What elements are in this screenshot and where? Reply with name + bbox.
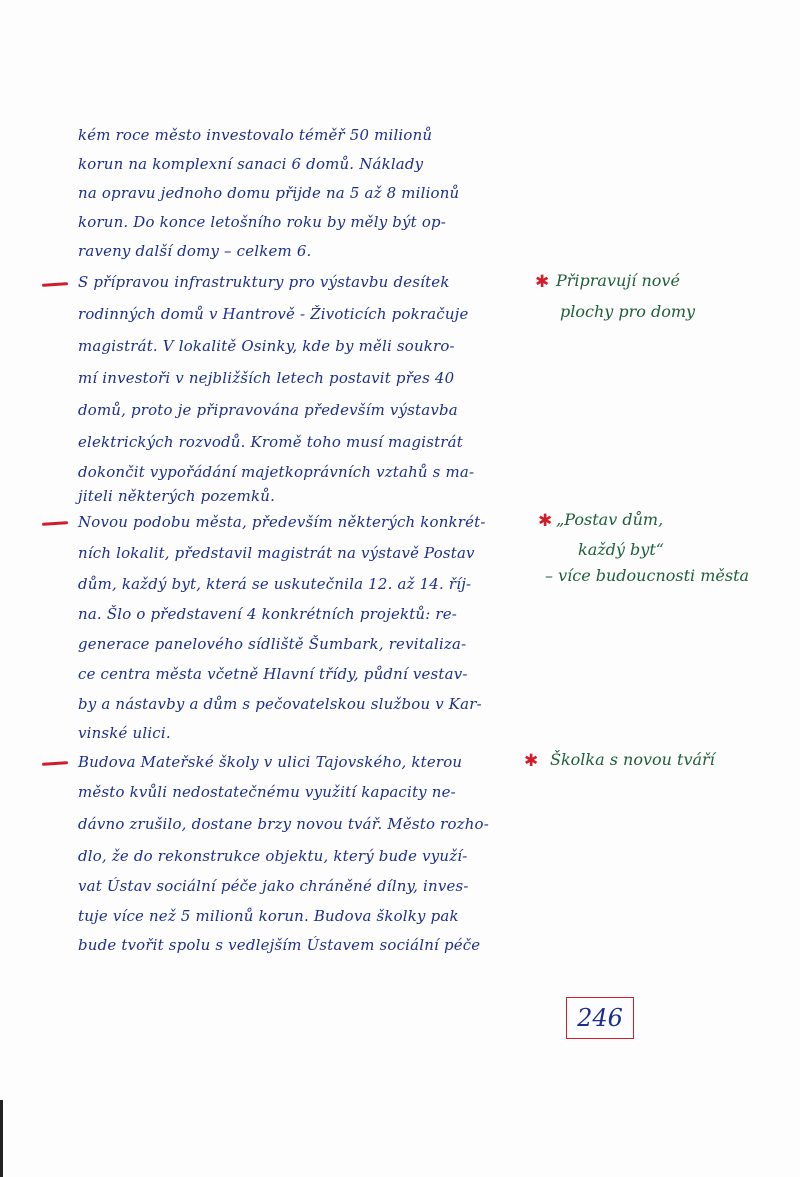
- text-line: dlo, že do rekonstrukce objektu, který bude využí-: [78, 847, 468, 865]
- margin-note-line: Připravují nové: [556, 271, 680, 290]
- text-line: na opravu jednoho domu přijde na 5 až 8 milionů: [78, 184, 460, 202]
- margin-note-line: „Postav dům,: [556, 510, 664, 529]
- text-line: jiteli některých pozemků.: [78, 487, 276, 505]
- text-line: korun. Do konce letošního roku by měly být op-: [78, 213, 447, 231]
- text-line: magistrát. V lokalitě Osinky, kde by měli soukro-: [78, 337, 455, 355]
- red-asterisk-icon: ✱: [535, 272, 550, 292]
- text-line: by a nástavby a dům s pečovatelskou službou v Kar-: [78, 695, 482, 713]
- text-line: na. Šlo o představení 4 konkrétních projektů: re-: [78, 605, 458, 623]
- red-dash-marker: [42, 282, 68, 287]
- text-line: generace panelového sídliště Šumbark, revitaliza-: [78, 635, 467, 653]
- text-line: mí investoři v nejbližších letech postavit přes 40: [78, 369, 455, 387]
- margin-note-line: Školka s novou tváří: [550, 750, 715, 769]
- text-line: korun na komplexní sanaci 6 domů. Náklady: [78, 155, 424, 173]
- text-line: domů, proto je připravována především výstavba: [78, 401, 458, 419]
- red-asterisk-icon: ✱: [524, 751, 539, 771]
- page-number: 246: [566, 997, 634, 1039]
- text-line: Novou podobu města, především některých konkrét-: [78, 513, 486, 531]
- text-line: ce centra města včetně Hlavní třídy, půdní vestav-: [78, 665, 468, 683]
- red-dash-marker: [42, 761, 68, 766]
- text-line: tuje více než 5 milionů korun. Budova školky pak: [78, 907, 459, 925]
- text-line: ních lokalit, představil magistrát na výstavě Postav: [78, 544, 475, 562]
- scan-edge-line: [0, 1100, 3, 1177]
- text-line: dávno zrušilo, dostane brzy novou tvář. Město rozho-: [78, 815, 489, 833]
- text-line: elektrických rozvodů. Kromě toho musí magistrát: [78, 433, 463, 451]
- margin-note-line: plochy pro domy: [560, 302, 696, 321]
- text-line: vinské ulici.: [78, 724, 171, 742]
- red-dash-marker: [42, 521, 68, 526]
- text-line: dokončit vypořádání majetkoprávních vztahů s ma-: [78, 463, 475, 481]
- text-line: město kvůli nedostatečnému využití kapacity ne-: [78, 783, 456, 801]
- margin-note-line: každý byt“: [578, 540, 664, 559]
- text-line: kém roce město investovalo téměř 50 milionů: [78, 126, 433, 144]
- text-line: vat Ústav sociální péče jako chráněné dílny, inves-: [78, 877, 469, 895]
- red-asterisk-icon: ✱: [538, 511, 553, 531]
- text-line: dům, každý byt, která se uskutečnila 12. až 14. říj-: [78, 575, 472, 593]
- text-line: S přípravou infrastruktury pro výstavbu desítek: [78, 273, 450, 291]
- text-line: rodinných domů v Hantrově - Životicích pokračuje: [78, 305, 469, 323]
- text-line: raveny další domy – celkem 6.: [78, 242, 312, 260]
- text-line: Budova Mateřské školy v ulici Tajovského, kterou: [78, 753, 463, 771]
- text-line: bude tvořit spolu s vedlejším Ústavem sociální péče: [78, 936, 481, 954]
- margin-note-line: – více budoucnosti města: [545, 566, 750, 585]
